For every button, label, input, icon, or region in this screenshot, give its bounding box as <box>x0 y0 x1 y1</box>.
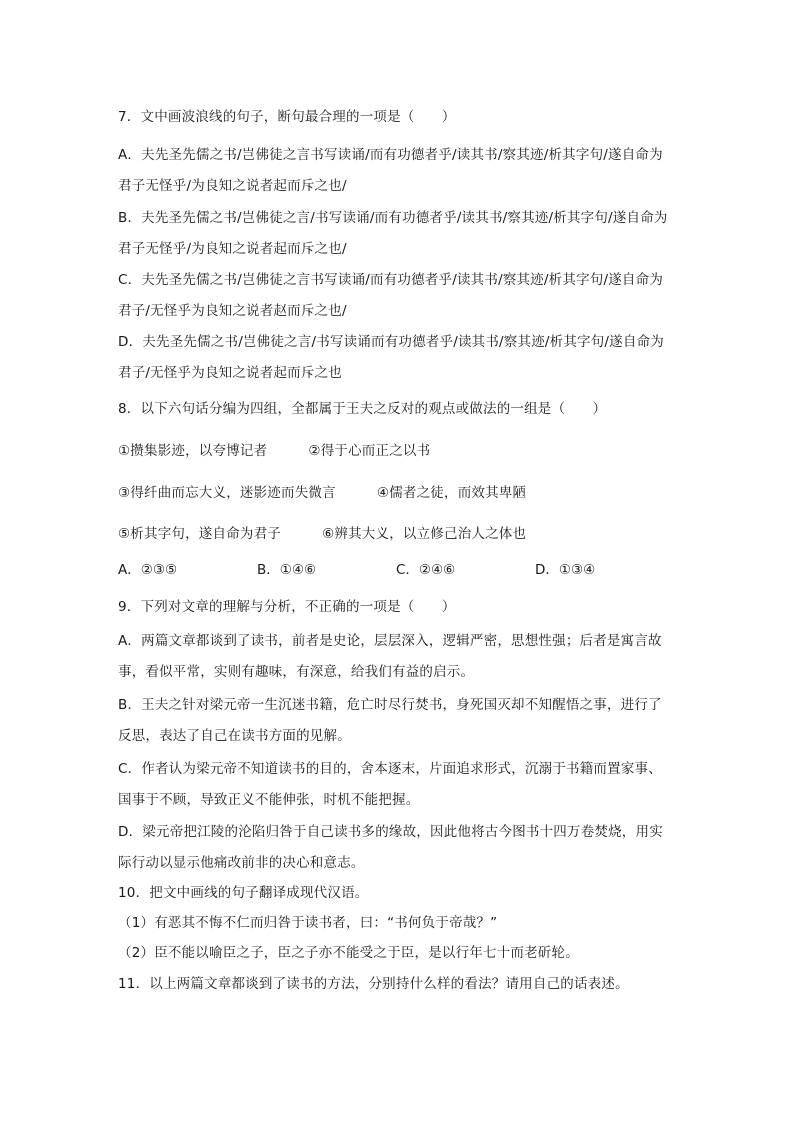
q10-sentence-2: （2）臣不能以喻臣之子，臣之子亦不能受之于臣，是以行年七十而老斫轮。 <box>118 945 579 961</box>
q8-option-c: C．②④⑥ <box>396 562 456 578</box>
q8-options <box>118 561 638 579</box>
q8-statements-row2: ③得纤曲而忘大义，迷影迹而失微言 ④儒者之徒，而效其卑陋 <box>118 485 527 501</box>
q8-option-b: B．①④⑥ <box>257 562 317 578</box>
q7-option-c-line1: C．夫先圣先儒之书/岂佛徒之言书写读诵/而有功德者乎/读其书/察其迹/析其字句/遂自命为 <box>118 272 664 288</box>
q8-option-a: A．②③⑤ <box>118 562 178 578</box>
q7-option-b-line1: B．夫先圣先儒之书/岂佛徒之言/书写读诵/而有功德者乎/读其书/察其迹/析其字句/遂自命为 <box>118 210 668 226</box>
q9-option-d-line1: D．梁元帝把江陵的沦陷归咎于自己读书多的缘故，因此他将古今图书十四万卷焚烧，用实 <box>118 824 663 840</box>
q7-option-d-line2: 君子/无怪乎为良知之说者起而斥之也 <box>118 365 342 381</box>
q9-option-b-line1: B．王夫之针对梁元帝一生沉迷书籍，危亡时尽行焚书，身死国灭却不知醒悟之事，进行了 <box>118 697 662 713</box>
q10-stem: 10．把文中画线的句子翻译成现代汉语。 <box>118 885 369 901</box>
q10-sentence-1: （1）有恶其不悔不仁而归咎于读书者，曰：“书何负于帝哉？” <box>118 915 498 931</box>
q9-option-a-line1: A．两篇文章都谈到了读书，前者是史论，层层深入，逻辑严密，思想性强；后者是寓言故 <box>118 633 662 649</box>
q9-option-b-line2: 反思，表达了自己在读书方面的见解。 <box>118 728 351 744</box>
q8-stem: 8．以下六句话分编为四组，全都属于王夫之反对的观点或做法的一组是（ ） <box>118 401 607 417</box>
q8-statements-row1: ①攒集影迹，以夸博记者 ②得于心而正之以书 <box>118 443 431 459</box>
q9-stem: 9．下列对文章的理解与分析，不正确的一项是（ ） <box>118 599 456 615</box>
q8-statements-row3: ⑤析其字句，遂自命为君子 ⑥辨其大义，以立修己治人之体也 <box>118 526 527 542</box>
q9-option-c-line2: 国事于不顾，导致正义不能伸张，时机不能把握。 <box>118 792 420 808</box>
q9-option-c-line1: C．作者认为梁元帝不知道读书的目的，舍本逐末，片面追求形式，沉溺于书籍而置家事、 <box>118 761 662 777</box>
q7-stem: 7．文中画波浪线的句子，断句最合理的一项是（ ） <box>118 109 456 125</box>
q9-option-a-line2: 事，看似平常，实则有趣味，有深意，给我们有益的启示。 <box>118 664 475 680</box>
q8-option-d: D．①③④ <box>535 562 596 578</box>
q11-stem: 11．以上两篇文章都谈到了读书的方法，分别持什么样的看法？请用自己的话表述。 <box>118 976 629 992</box>
q7-option-a-line1: A．夫先圣先儒之书/岂佛徒之言书写读诵/而有功德者乎/读其书/察其迹/析其字句/遂自命为 <box>118 147 663 163</box>
q7-option-b-line2: 君子无怪乎/为良知之说者起而斥之也/ <box>118 241 347 257</box>
q7-option-c-line2: 君子/无怪乎为良知之说者赵而斥之也/ <box>118 303 347 319</box>
q7-option-d-line1: D．夫先圣先儒之书/岂佛徒之言/书写读诵而有功德者乎/读其书/察其迹/析其字句/遂自命为 <box>118 334 664 350</box>
q9-option-d-line2: 际行动以显示他痛改前非的决心和意志。 <box>118 855 365 871</box>
q7-option-a-line2: 君子无怪乎/为良知之说者起而斥之也/ <box>118 178 347 194</box>
